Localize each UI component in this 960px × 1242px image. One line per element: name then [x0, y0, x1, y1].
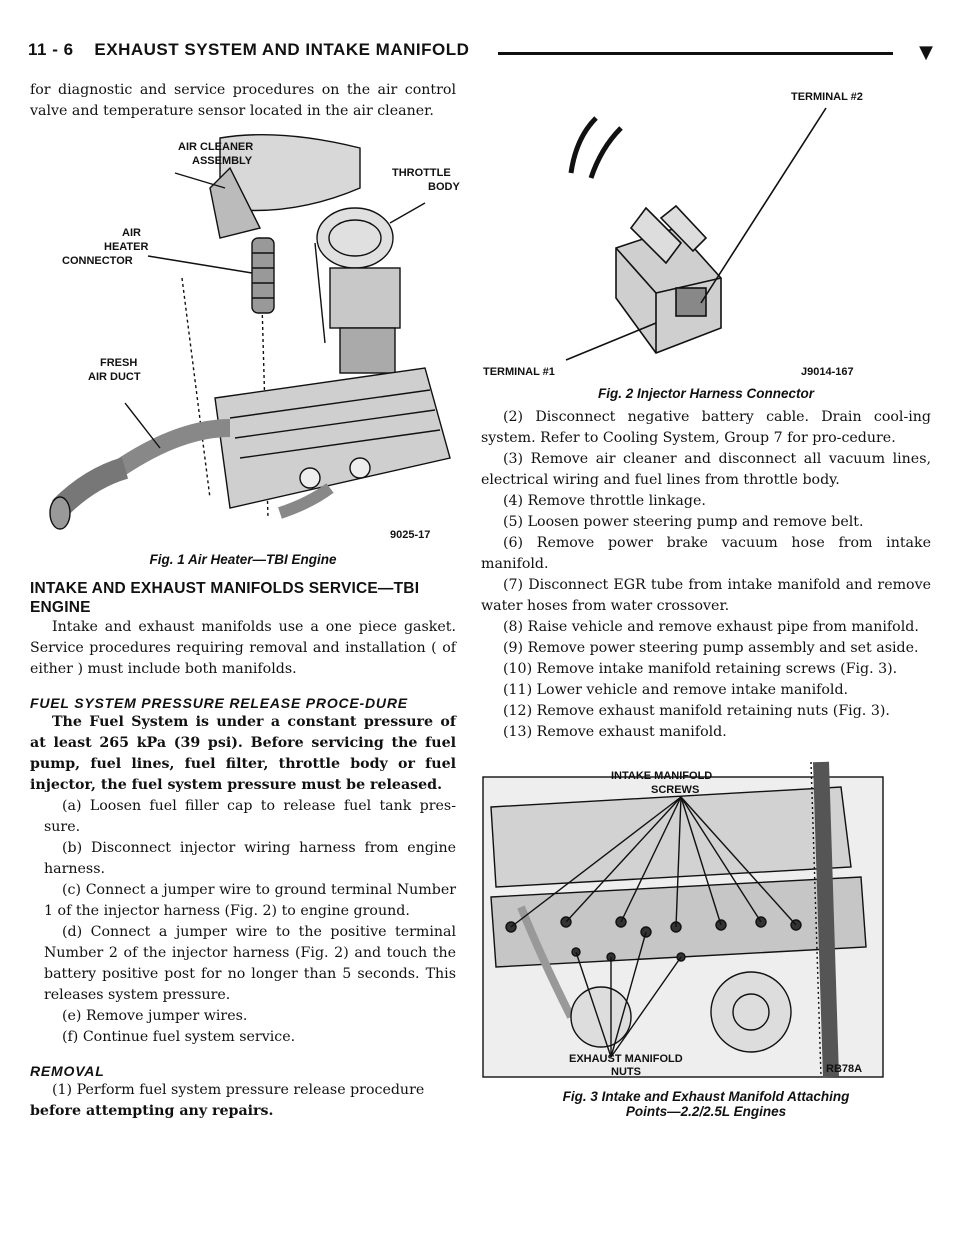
label-exhaust-manifold: EXHAUST MANIFOLD — [569, 1053, 683, 1065]
removal-step-1: (1) Perform fuel system pressure release procedure — [52, 1082, 425, 1098]
injector-connector-illustration — [481, 78, 931, 388]
step-e: (e) Remove jumper wires. — [62, 1008, 248, 1024]
heading-manifold-service: INTAKE AND EXHAUST MANIFOLDS SERVICE—TBI ENGINE — [30, 580, 420, 616]
label-air-duct: AIR DUCT — [88, 371, 141, 383]
label-connector: CONNECTOR — [62, 255, 133, 267]
step-7: (7) Disconnect EGR tube from intake manifold and remove water hoses from water crossover. — [481, 577, 931, 614]
step-13: (13) Remove exhaust manifold. — [503, 724, 727, 740]
figure-3-caption-line2: Points—2.2/2.5L Engines — [625, 1104, 787, 1119]
label-terminal-1: TERMINAL #1 — [483, 366, 555, 378]
heading-removal: REMOVAL — [30, 1063, 105, 1079]
step-5: (5) Loosen power steering pump and remove belt. — [503, 514, 864, 530]
air-heater-illustration — [30, 128, 460, 548]
label-screws: SCREWS — [651, 784, 700, 796]
step-6: (6) Remove power brake vacuum hose from intake manifold. — [481, 535, 931, 572]
figure-2 — [481, 78, 931, 401]
manifold-attaching-points-illustration — [481, 757, 931, 1087]
figure-1 — [30, 128, 460, 567]
figure-1-code: 9025-17 — [390, 529, 431, 541]
triangle-down-icon: ▼ — [919, 42, 933, 63]
label-heater: HEATER — [104, 241, 149, 253]
fuel-warning: The Fuel System is under a constant pressure of at least 265 kPa (39 psi). Before servicing the fuel pump, fuel lines, fuel filter, throttle body or fuel injector, the fuel system pressure must be released. — [30, 714, 456, 793]
figure-3 — [481, 757, 931, 1119]
step-9: (9) Remove power steering pump assembly and set aside. — [503, 640, 919, 656]
step-3: (3) Remove air cleaner and disconnect all vacuum lines, electrical wiring and fuel lines from throttle body. — [481, 451, 931, 488]
figure-3-code: RB78A — [826, 1063, 863, 1075]
step-11: (11) Lower vehicle and remove intake manifold. — [503, 682, 849, 698]
figure-2-code: J9014-167 — [801, 366, 854, 378]
label-assembly: ASSEMBLY — [192, 155, 253, 167]
step-8: (8) Raise vehicle and remove exhaust pipe from manifold. — [503, 619, 919, 635]
page-header — [28, 40, 933, 64]
label-fresh: FRESH — [100, 357, 138, 369]
label-air: AIR — [122, 227, 141, 239]
step-c: (c) Connect a jumper wire to ground terminal Number 1 of the injector harness (Fig. 2) to engine ground. — [44, 882, 456, 919]
label-nuts: NUTS — [611, 1066, 641, 1078]
heading-fuel-pressure: FUEL SYSTEM PRESSURE RELEASE PROCE-DURE — [30, 695, 408, 711]
page-header-title: 11 - 6 EXHAUST SYSTEM AND INTAKE MANIFOLD — [28, 40, 470, 59]
right-column — [481, 80, 931, 1125]
label-terminal-2: TERMINAL #2 — [791, 91, 863, 103]
manifold-paragraph: Intake and exhaust manifolds use a one piece gasket. Service procedures requiring removal and installation ( of either ) must include both manifolds. — [30, 619, 456, 677]
step-f: (f) Continue fuel system service. — [62, 1029, 296, 1045]
figure-1-caption: Fig. 1 Air Heater—TBI Engine — [149, 552, 337, 567]
step-12: (12) Remove exhaust manifold retaining nuts (Fig. 3). — [503, 703, 890, 719]
step-d: (d) Connect a jumper wire to the positive terminal Number 2 of the injector harness (Fig. 2) and touch the battery positive post for no longer than 5 seconds. This releases system pressure. — [44, 924, 456, 1003]
step-2: (2) Disconnect negative battery cable. Drain cool-ing system. Refer to Cooling System, Group 7 for pro-cedure. — [481, 409, 931, 446]
figure-3-caption-line1: Fig. 3 Intake and Exhaust Manifold Attaching — [562, 1089, 850, 1104]
step-10: (10) Remove intake manifold retaining screws (Fig. 3). — [503, 661, 898, 677]
label-body: BODY — [428, 181, 460, 193]
intro-paragraph: for diagnostic and service procedures on the air control valve and temperature sensor located in the air cleaner. — [30, 82, 456, 119]
left-column — [30, 80, 460, 1122]
figure-2-caption: Fig. 2 Injector Harness Connector — [597, 386, 815, 401]
removal-step-1-bold: before attempting any repairs. — [30, 1103, 274, 1119]
label-intake-manifold: INTAKE MANIFOLD — [611, 770, 713, 782]
step-4: (4) Remove throttle linkage. — [503, 493, 706, 509]
step-b: (b) Disconnect injector wiring harness from engine harness. — [44, 840, 456, 877]
label-air-cleaner: AIR CLEANER — [178, 141, 254, 153]
step-a: (a) Loosen fuel filler cap to release fuel tank pres-sure. — [44, 798, 456, 835]
figure-3-caption — [481, 1089, 931, 1119]
label-throttle: THROTTLE — [392, 167, 451, 179]
header-rule — [498, 52, 893, 55]
